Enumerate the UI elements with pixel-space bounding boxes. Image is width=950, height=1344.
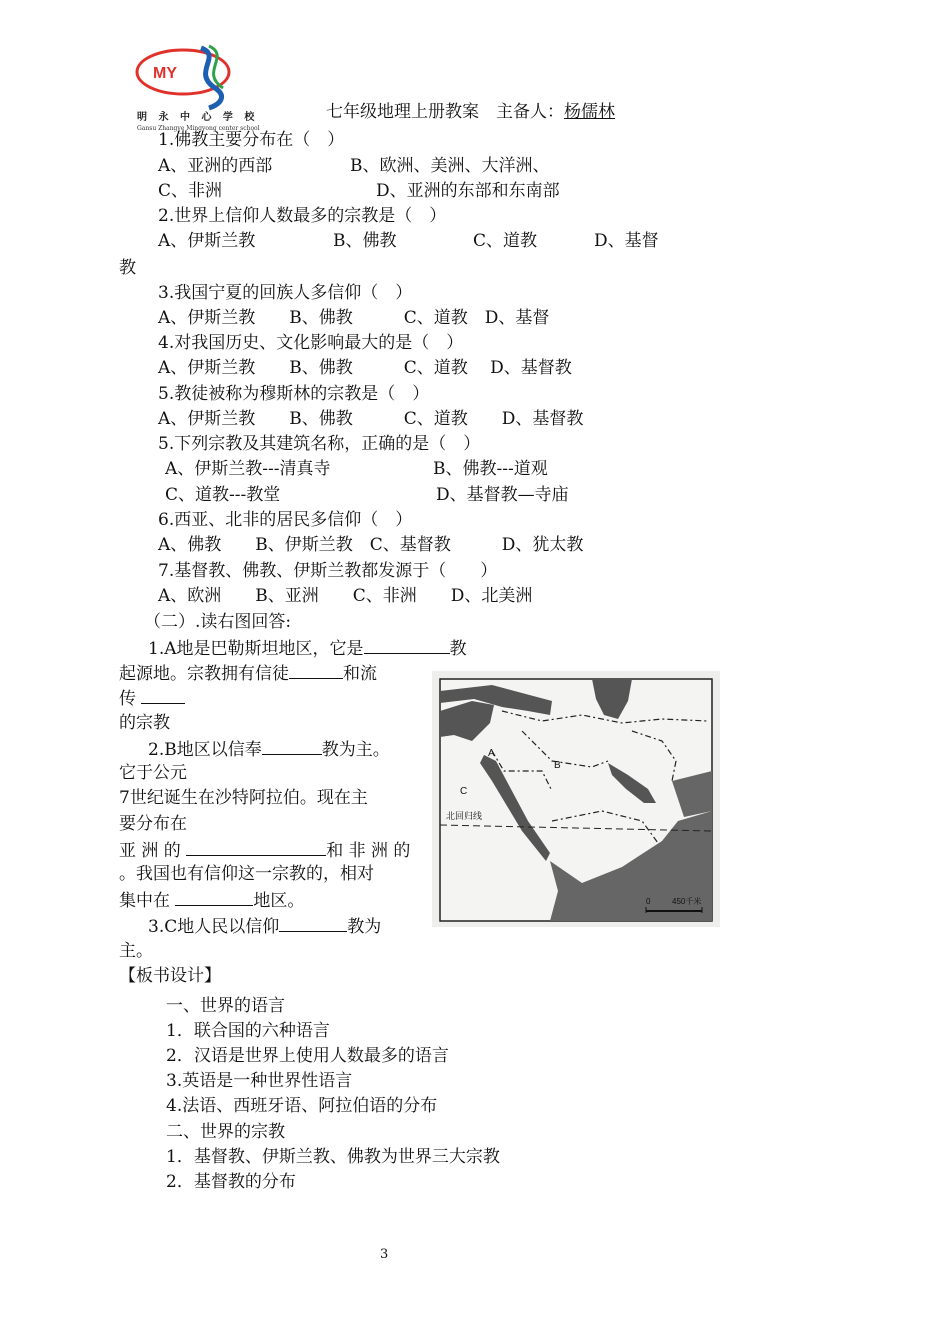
blank-spread[interactable] xyxy=(141,686,185,704)
question-3: 3.我国宁夏的回族人多信仰（ ） xyxy=(158,283,413,303)
question-2-option-d-wrap: 教 xyxy=(119,258,136,278)
map-question-1-line-4: 的宗教 xyxy=(119,713,170,733)
map-question-1-line-1: 1.A地是巴勒斯坦地区，它是 教 xyxy=(148,636,467,660)
question-6-option-c: C、道教---教堂 xyxy=(165,485,281,505)
blank-region-china[interactable] xyxy=(175,888,253,906)
blank-followers[interactable] xyxy=(289,661,343,679)
logo-school-name: 明 永 中 心 学 校 xyxy=(137,112,259,123)
board-item: 2．汉语是世界上使用人数最多的语言 xyxy=(166,1046,449,1066)
question-1: 1.佛教主要分布在（ ） xyxy=(158,130,345,150)
question-6-option-a: A、伊斯兰教---清真寺 xyxy=(165,459,331,479)
map-question-2-line-5: 亚 洲 的 和 非 洲 的 xyxy=(119,838,410,862)
blank-religion-a[interactable] xyxy=(364,636,450,654)
map-scale-end: 450千米 xyxy=(672,897,702,906)
question-4-options: A、伊斯兰教 B、佛教 C、道教 D、基督教 xyxy=(158,358,572,378)
question-7-options: A、佛教 B、伊斯兰教 C、基督教 D、犹太教 xyxy=(158,535,584,555)
question-5: 5.教徒被称为穆斯林的宗教是（ ） xyxy=(158,384,430,404)
map-scale-start: 0 xyxy=(646,897,651,906)
header-title: 七年级地理上册教案 主备人： xyxy=(326,102,564,122)
logo-text: MY xyxy=(153,65,177,82)
blank-distribution[interactable] xyxy=(186,838,326,856)
question-3-options: A、伊斯兰教 B、佛教 C、道教 D、基督 xyxy=(158,308,550,328)
map-question-2-line-6: 。我国也有信仰这一宗教的，相对 xyxy=(119,864,374,884)
question-8-options: A、欧洲 B、亚洲 C、非洲 D、北美洲 xyxy=(158,586,533,606)
header-author: 杨儒林 xyxy=(564,102,615,122)
board-item: 1．基督教、伊斯兰教、佛教为世界三大宗教 xyxy=(166,1147,500,1167)
question-1-option-a: A、亚洲的西部 xyxy=(158,156,273,176)
map-question-3-line-1: 3.C地人民以信仰 教为 xyxy=(148,914,381,938)
page-header xyxy=(326,101,615,123)
map-question-2-line-1: 2.B地区以信奉 教为主。 xyxy=(148,737,390,761)
map-label-b: B xyxy=(554,760,561,771)
question-6-option-d: D、基督教—寺庙 xyxy=(436,485,569,505)
question-8: 7.基督教、佛教、伊斯兰教都发源于（ ） xyxy=(158,561,498,581)
question-7: 6.西亚、北非的居民多信仰（ ） xyxy=(158,510,413,530)
map-question-2-line-7: 集中在 地区。 xyxy=(119,888,304,912)
middle-east-map xyxy=(432,671,720,927)
map-question-1-line-2: 起源地。宗教拥有信徒 和流 xyxy=(119,661,377,685)
question-6-option-b: B、佛教---道观 xyxy=(433,459,548,479)
question-2-option-a: A、伊斯兰教 xyxy=(158,231,256,251)
question-2-option-b: B、佛教 xyxy=(333,231,397,251)
question-4: 4.对我国历史、文化影响最大的是（ ） xyxy=(158,333,464,353)
board-item: 1．联合国的六种语言 xyxy=(166,1021,330,1041)
board-item: 2．基督教的分布 xyxy=(166,1172,296,1192)
section-2-heading: （二）.读右图回答: xyxy=(144,612,292,632)
map-question-2-line-4: 要分布在 xyxy=(119,814,187,834)
map-question-1-line-3: 传 xyxy=(119,686,185,710)
map-label-tropic: 北回归线 xyxy=(446,811,483,821)
school-logo xyxy=(131,42,260,140)
board-item: 一、世界的语言 xyxy=(166,996,285,1016)
blank-religion-c[interactable] xyxy=(279,914,347,932)
logo-school-name-en: Gansu Zhangye Mingyong center school xyxy=(137,125,260,132)
blank-religion-b[interactable] xyxy=(262,737,322,755)
map-question-3-line-2: 主。 xyxy=(119,941,153,961)
board-item: 二、世界的宗教 xyxy=(166,1122,285,1142)
question-1-option-b: B、欧洲、美洲、大洋洲、 xyxy=(350,156,550,176)
map-label-c: C xyxy=(460,786,468,797)
page-number: 3 xyxy=(380,1247,389,1262)
board-design-heading: 【板书设计】 xyxy=(119,966,221,986)
map-drawing xyxy=(432,671,720,927)
question-5-options: A、伊斯兰教 B、佛教 C、道教 D、基督教 xyxy=(158,409,584,429)
question-1-option-d: D、亚洲的东部和东南部 xyxy=(376,181,560,201)
question-2: 2.世界上信仰人数最多的宗教是（ ） xyxy=(158,206,447,226)
logo-mark-icon xyxy=(131,42,247,112)
board-item: 4.法语、西班牙语、阿拉伯语的分布 xyxy=(166,1096,438,1116)
board-item: 3.英语是一种世界性语言 xyxy=(166,1071,353,1091)
question-2-option-d: D、基督 xyxy=(594,231,659,251)
map-question-2-line-3: 7世纪诞生在沙特阿拉伯。现在主 xyxy=(119,788,368,808)
question-1-option-c: C、非洲 xyxy=(158,181,223,201)
question-6: 5.下列宗教及其建筑名称，正确的是（ ） xyxy=(158,434,481,454)
map-label-a: A xyxy=(488,748,495,759)
map-question-2-line-2: 它于公元 xyxy=(119,763,187,783)
question-2-option-c: C、道教 xyxy=(473,231,538,251)
